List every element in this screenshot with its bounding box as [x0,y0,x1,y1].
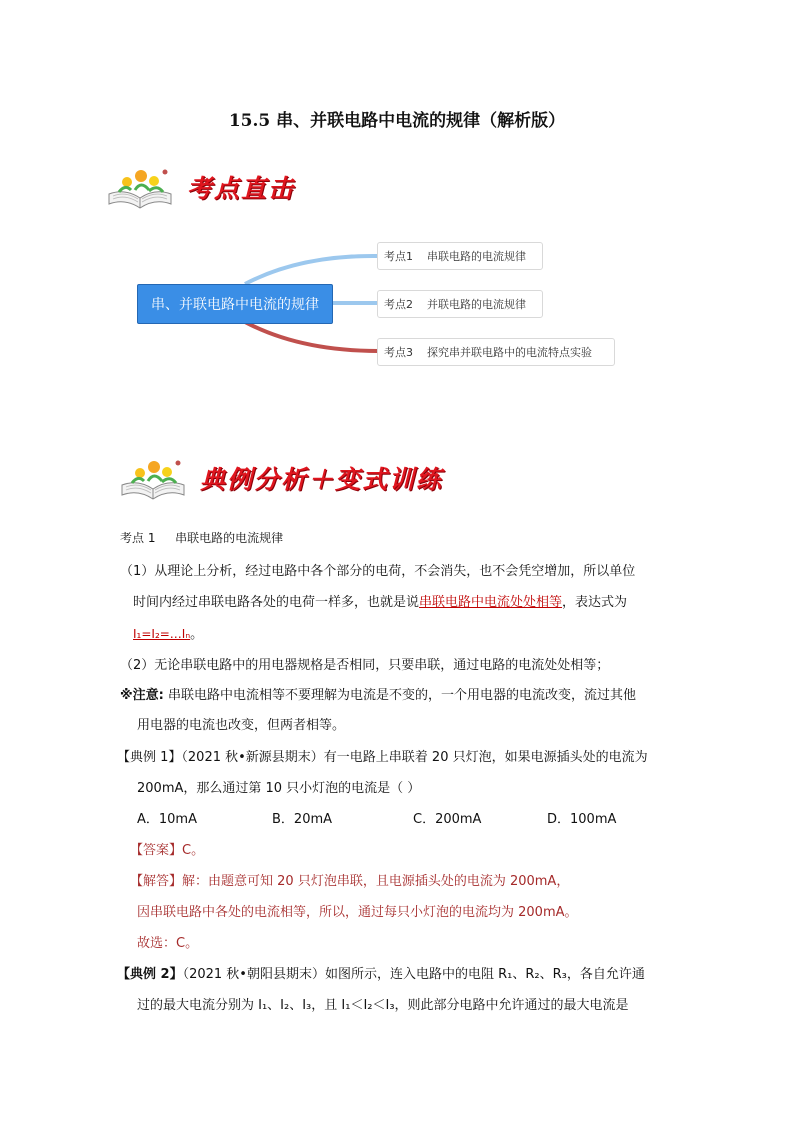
option-d: D．100mA [547,812,617,827]
text-segment: （2021 秋•新源县期末）有一电路上串联着 20 只灯泡，如果电源插头处的电流为 [181,750,648,765]
connector-3 [245,322,378,351]
text-segment: 解：由题意可知 20 只灯泡串联，且电源插头处的电流为 200mA， [182,874,570,889]
open-book-flowers-icon [118,455,188,501]
note-label: ※注意: [120,688,164,703]
paragraph-1-line-2 [133,593,627,613]
answer-label: 【答案】 [130,843,183,858]
node-label: 探究串并联电路中的电流特点实验 [427,346,592,359]
connector-1 [245,256,378,284]
text-segment: 时间内经过串联电路各处的电荷一样多，也就是说 [133,595,420,610]
example-1-answer [130,841,204,861]
note-line-2: 用电器的电流也改变，但两者相等。 [137,718,346,733]
example-1-options [137,810,616,830]
example-2-line-1 [117,965,645,985]
section-heading-number: 考点 1 [120,531,156,545]
mindmap-node-3 [377,338,615,366]
section-heading [120,528,283,548]
paragraph-1-line-3 [133,624,203,645]
mindmap-node-2 [377,290,543,318]
key-point-highlight: 串联电路中电流处处相等 [419,595,563,610]
example-1-conclusion: 故选：C。 [137,936,199,951]
analysis-label: 【解答】 [130,874,183,889]
node-number: 考点1 [384,250,413,263]
mindmap-central-node: 串、并联电路中电流的规律 [137,284,333,324]
banner-kaodian-text: 考点直击 [187,174,296,203]
text-segment: ，表达式为 [562,595,628,610]
text-segment: 串联电路中电流相等不要理解为电流是不变的，一个用电器的电流改变，流过其他 [163,688,636,703]
node-label: 串联电路的电流规律 [427,250,526,263]
example-label: 【典例 2】 [117,967,183,982]
option-c: C．200mA [413,812,482,827]
section-heading-text: 串联电路的电流规律 [175,531,284,545]
node-number: 考点3 [384,346,413,359]
option-a: A．10mA [137,812,197,827]
node-number: 考点2 [384,298,413,311]
example-label: 【典例 1】 [117,750,182,765]
paragraph-1-line-1: （1）从理论上分析，经过电路中各个部分的电荷，不会消失，也不会凭空增加，所以单位 [120,564,636,579]
example-2-line-2: 过的最大电流分别为 I₁、I₂、I₃，且 I₁＜I₂＜I₃，则此部分电路中允许通过的最大电流是 [137,998,629,1013]
banner-dianli [118,455,443,501]
example-1-analysis-line-2: 因串联电路中各处的电流相等，所以，通过每只小灯泡的电流均为 200mA。 [137,905,578,920]
mindmap-node-1 [377,242,543,270]
text-segment: 。 [190,627,204,642]
banner-dianli-text: 典例分析＋变式训练 [200,465,444,494]
node-label: 并联电路的电流规律 [427,298,526,311]
formula: I₁=I₂=…Iₙ [133,627,191,641]
paragraph-2: （2）无论串联电路中的用电器规格是否相同，只要串联，通过电路的电流处处相等； [120,658,610,673]
text-segment: （2021 秋•朝阳县期末）如图所示，连入电路中的电阻 R₁、R₂、R₃，各自允许通 [182,967,645,982]
example-1-line-2: 200mA，那么通过第 10 只小灯泡的电流是（ ） [137,781,421,796]
document-title: 15.5 串、并联电路中电流的规律（解析版） [228,111,566,131]
example-1-line-1 [117,748,648,768]
example-1-analysis-line-1 [130,872,569,892]
answer-value: C。 [182,843,205,858]
option-b: B．20mA [272,812,333,827]
note-line-1 [120,686,636,706]
